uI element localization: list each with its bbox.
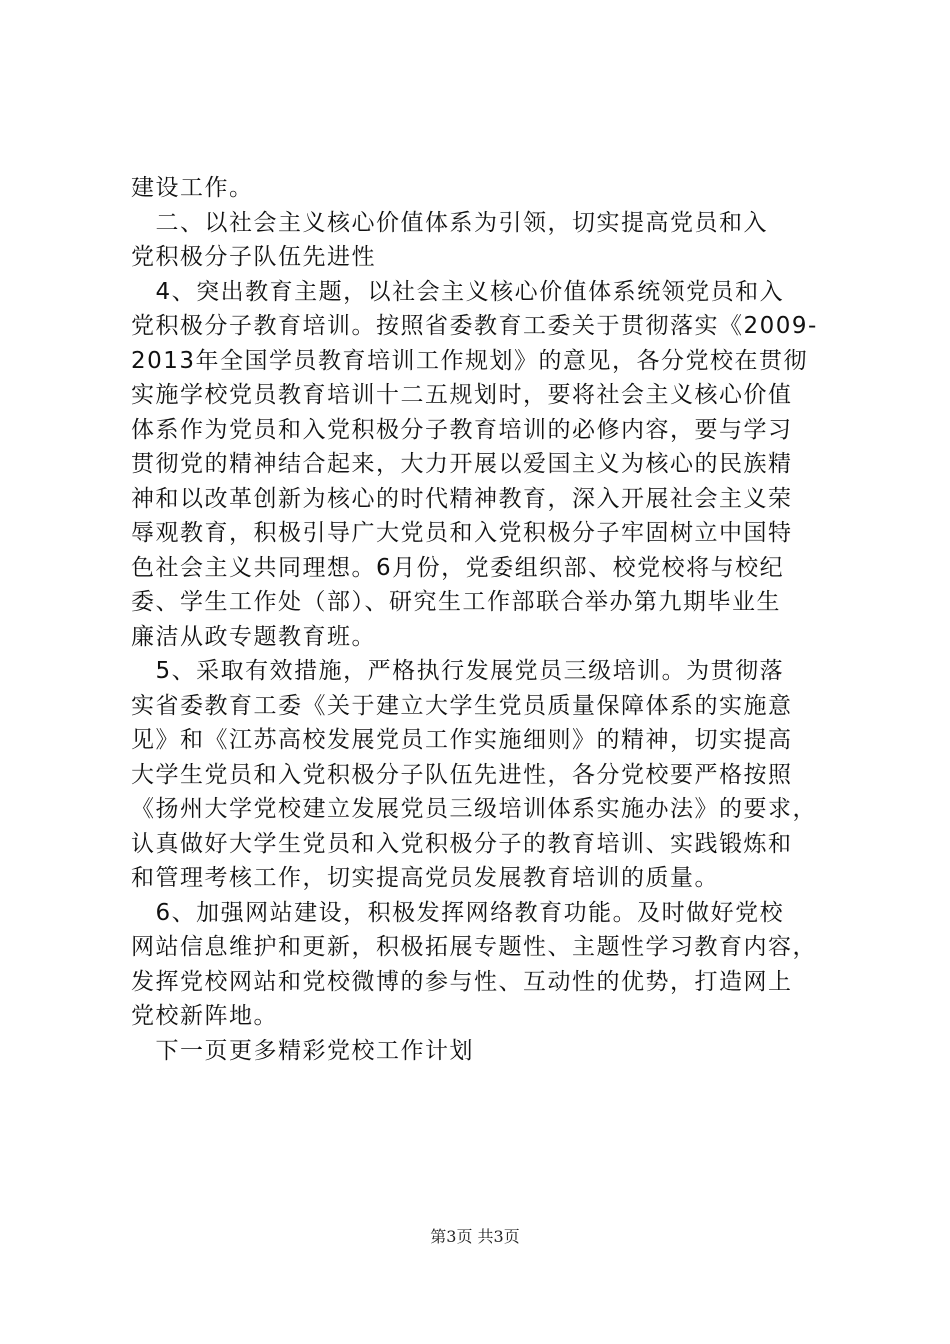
document-body xyxy=(131,171,831,1068)
text-line: 实施学校党员教育培训十二五规划时，要将社会主义核心价值 xyxy=(131,382,793,408)
text-line: 党校新阵地。 xyxy=(131,1003,278,1029)
text-line: 二、以社会主义核心价值体系为引领，切实提高党员和入 xyxy=(131,209,768,236)
text-line: 党积极分子教育培训。按照省委教育工委关于贯彻落实《2009- xyxy=(131,313,818,339)
text-line: 大学生党员和入党积极分子队伍先进性，各分党校要严格按照 xyxy=(131,761,793,788)
text-line: 贯彻党的精神结合起来，大力开展以爱国主义为核心的民族精 xyxy=(131,451,793,477)
next-page-link: 下一页更多精彩党校工作计划 xyxy=(131,1037,474,1064)
text-line: 神和以改革创新为核心的时代精神教育，深入开展社会主义荣 xyxy=(131,485,793,512)
text-line: 2013年全国学员教育培训工作规划》的意见，各分党校在贯彻 xyxy=(131,347,809,374)
text-line: 委、学生工作处（部）、研究生工作部联合举办第九期毕业生 xyxy=(131,589,781,615)
text-line: 和管理考核工作，切实提高党员发展教育培训的质量。 xyxy=(131,865,719,891)
text-line: 辱观教育，积极引导广大党员和入党积极分子牢固树立中国特 xyxy=(131,520,793,546)
text-line: 发挥党校网站和党校微博的参与性、互动性的优势，打造网上 xyxy=(131,968,793,995)
page-number-footer: 第3页 共3页 xyxy=(430,1227,520,1246)
text-line: 网站信息维护和更新，积极拓展专题性、主题性学习教育内容， xyxy=(131,934,817,960)
text-line: 体系作为党员和入党积极分子教育培训的必修内容，要与学习 xyxy=(131,416,793,443)
text-line: 建设工作。 xyxy=(131,175,254,201)
text-line: 见》和《江苏高校发展党员工作实施细则》的精神，切实提高 xyxy=(131,727,793,753)
text-line: 色社会主义共同理想。6月份，党委组织部、校党校将与校纪 xyxy=(131,554,785,581)
text-line: 4、突出教育主题，以社会主义核心价值体系统领党员和入 xyxy=(131,278,785,305)
text-line: 《扬州大学党校建立发展党员三级培训体系实施办法》的要求， xyxy=(131,796,817,822)
text-line: 党积极分子队伍先进性 xyxy=(131,244,376,270)
text-line: 廉洁从政专题教育班。 xyxy=(131,623,376,650)
text-line: 实省委教育工委《关于建立大学生党员质量保障体系的实施意 xyxy=(131,692,793,719)
text-line: 5、采取有效措施，严格执行发展党员三级培训。为贯彻落 xyxy=(131,658,785,684)
text-line: 6、加强网站建设，积极发挥网络教育功能。及时做好党校 xyxy=(131,899,785,926)
text-line: 认真做好大学生党员和入党积极分子的教育培训、实践锻炼和 xyxy=(131,830,793,857)
